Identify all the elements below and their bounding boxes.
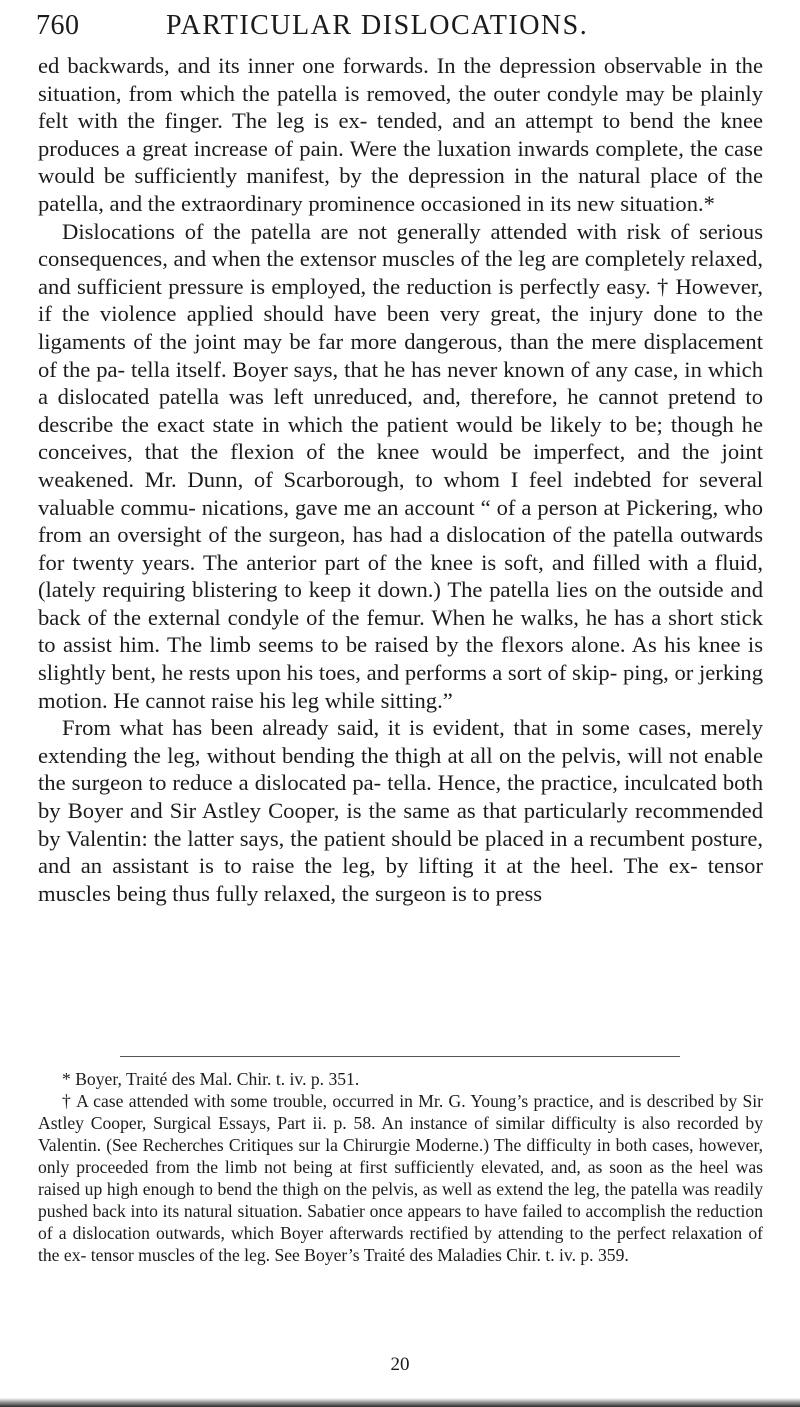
footnote: † A case attended with some trouble, occurred in Mr. G. Young’s practice, and is described by Sir Astley Cooper, Surgical Essays, Part ii. p. 58. An instance of similar difficulty is also recorded by Valentin. (See Recherches Critiques sur la Chirurgie Moderne.) The difficulty in both cases, however, only proceeded from the limb not being at first sufficiently elevated, and, as soon as the heel was raised up high enough to bend the thigh on the pelvis, as well as extend the leg, the patella was readily pushed back into its natural situation. Sabatier once appears to have failed to accomplish the reduction of a dislocation outwards, which Boyer afterwards rectified by attending to the perfect relaxation of the ex- tensor muscles of the leg. See Boyer’s Traité des Maladies Chir. t. iv. p. 359. xyxy=(38,1091,763,1265)
running-title: PARTICULAR DISLOCATIONS. xyxy=(166,10,589,41)
body-paragraph: Dislocations of the patella are not generally attended with risk of serious consequences, and when the extensor muscles of the leg are completely relaxed, and sufficient pressure is employed, the reduction is perfectly easy. † However, if the violence applied should have been very great, the injury done to the ligaments of the joint may be far more dangerous, than the mere displacement of the pa- tella itself. Boyer says, that he has never known of any case, in which a dislocated patella was left unreduced, and, therefore, he cannot pretend to describe the exact state in which the patient would be likely to be; though he conceives, that the flexion of the knee would be imperfect, and the joint weakened. Mr. Dunn, of Scarborough, to whom I feel indebted for several valuable commu- nications, gave me an account “ of a person at Pickering, who from an oversight of the surgeon, has had a dislocation of the patella outwards for twenty years. The anterior part of the knee is soft, and filled with a fluid, (lately requiring blistering to keep it down.) The patella lies on the outside and back of the external condyle of the femur. When he walks, he has a short stick to assist him. The limb seems to be raised by the flexors alone. As his knee is slightly bent, he rests upon his toes, and performs a sort of skip- ping, or jerking motion. He cannot raise his leg while sitting.” xyxy=(38,218,763,713)
body-text xyxy=(38,52,763,907)
signature-mark: 20 xyxy=(390,1354,410,1375)
body-paragraph: From what has been already said, it is evident, that in some cases, merely extending the leg, without bending the thigh at all on the pelvis, will not enable the surgeon to reduce a dislocated pa- tella. Hence, the practice, inculcated both by Boyer and Sir Astley Cooper, is the same as that particularly recommended by Valentin: the latter says, the patient should be placed in a recumbent posture, and an assistant is to raise the leg, by lifting it at the heel. The ex- tensor muscles being thus fully relaxed, the surgeon is to press xyxy=(38,715,763,906)
body-paragraph: ed backwards, and its inner one forwards. In the depression observable in the situation, from which the patella is removed, the outer condyle may be plainly felt with the finger. The leg is ex- tended, and an attempt to bend the knee produces a great increase of pain. Were the luxation inwards complete, the case would be sufficiently manifest, by the depression in the natural place of the patella, and the extraordinary prominence occasioned in its new situation.* xyxy=(38,53,763,216)
page-header xyxy=(36,6,764,48)
footnote-divider xyxy=(120,1056,680,1057)
footnotes xyxy=(38,1068,763,1266)
page-number: 760 xyxy=(36,10,80,41)
footnote: * Boyer, Traité des Mal. Chir. t. iv. p. 351. xyxy=(62,1069,360,1089)
page-edge-shadow xyxy=(0,1398,800,1407)
